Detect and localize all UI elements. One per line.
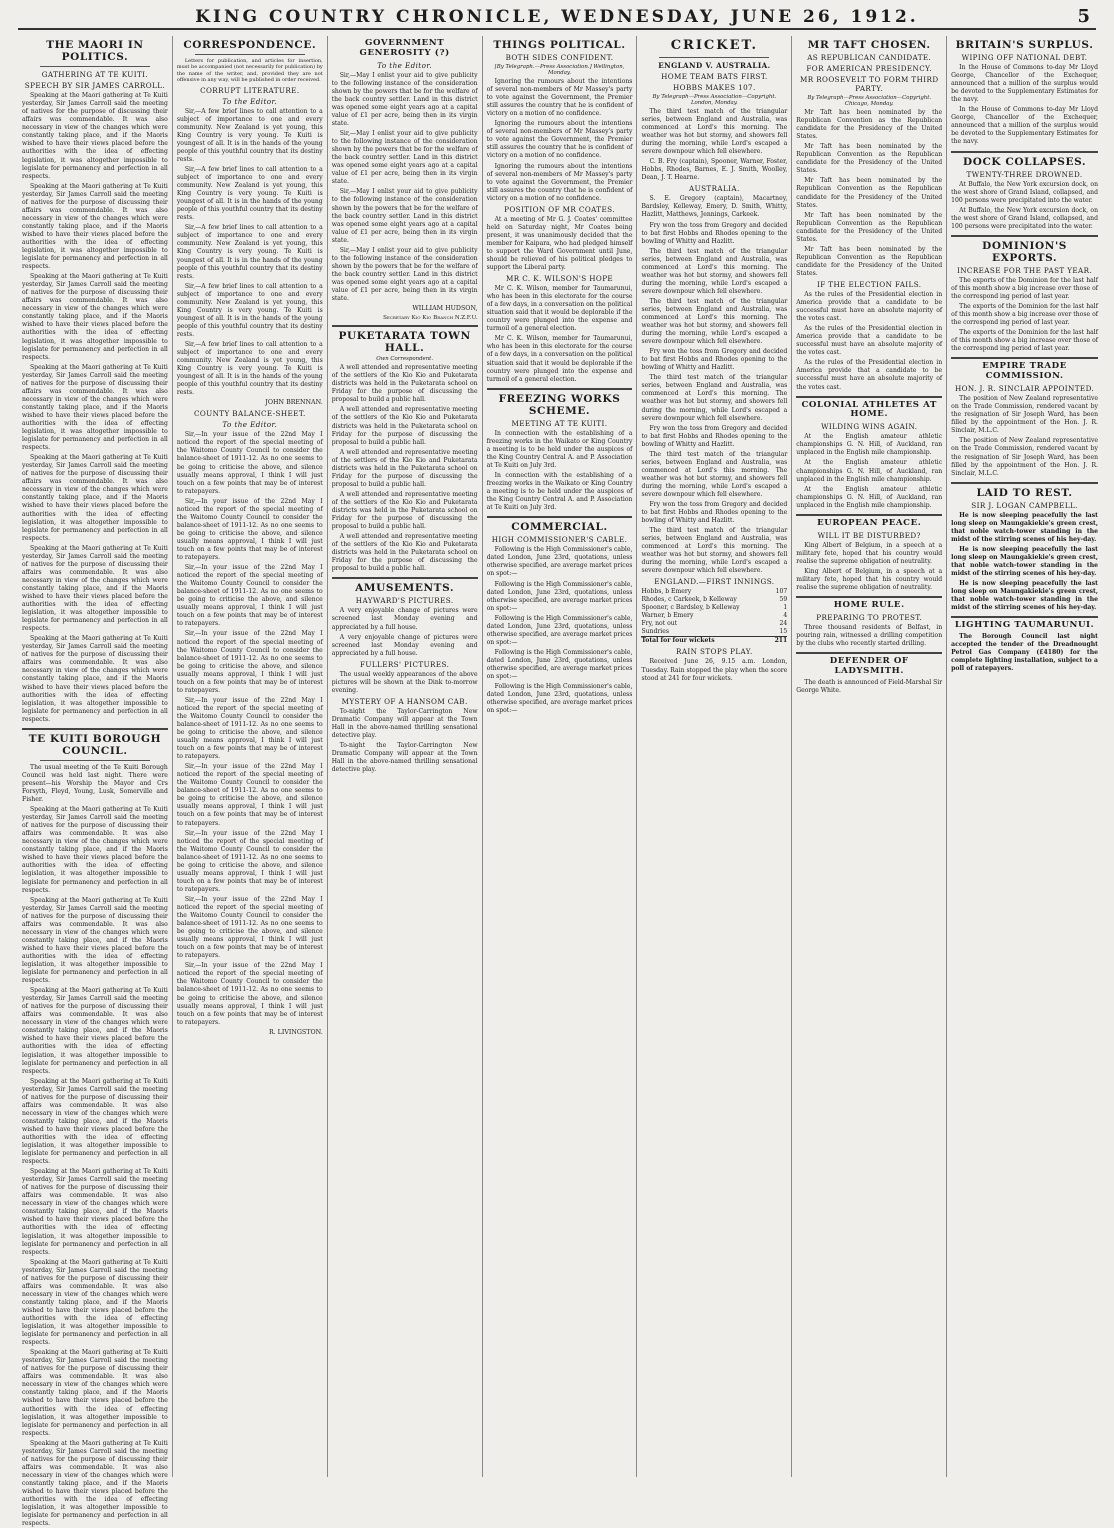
signature-title: Secretary Kio Kio Branch N.Z.F.U.: [383, 315, 478, 322]
article-text: As the rules of the Presidential election in America provide that a candidate to be successful must have an absolute majority of the votes cast.: [796, 359, 943, 391]
subheading: MYSTERY OF A HANSOM CAB.: [341, 696, 468, 706]
article-text: Speaking at the Maori gathering at Te Kuiti yesterday, Sir James Carroll said the meeting of natives for the purpose of discussing their affairs was commendable. It was also necessary in view of the changes which were constantly taking place, and if the Maoris wished to have their views placed before the authorities with the idea of effecting legislation, it was altogether impossible to legislate for permanency and perfection in all respects.: [22, 1439, 168, 1528]
letter-text: Sir,—A few brief lines to call attention to a subject of importance to one and every community. New Zealand is yet young, this King Country is very young. Te Kuiti is youngest of all. It is in the hands of the young people of this youthful country that its destiny rests.: [176, 107, 323, 163]
letter-text: Sir,—In your issue of the 22nd May I noticed the report of the special meeting of the Waitomo County Council to consider the balance-sheet of 1911-12. As no one seems to be going to criticise the above, and silence usually means approval, I think I will just touch on a few points that may be of interest to ratepayers.: [176, 630, 323, 694]
article-text: Ignoring the rumours about the intentions of several non-members of Mr Massey's party to vote against the Government, the Premier still assures the country that he is confident of victory on a motion of no confidence.: [486, 120, 633, 160]
subheading: WILL IT BE DISTURBED?: [817, 530, 921, 540]
article-text: To-night the Taylor-Carrington New Dramatic Company will appear at the Town Hall in the above-named thrilling sensational detective play.: [331, 742, 478, 774]
article-text: The position of New Zealand representative on the Trade Commission, rendered vacant by the resignation of Sir Joseph Ward, has been filled by the appointment of the Hon. J. R. Sinclair, M.L.C.: [951, 395, 1098, 435]
article-text: Speaking at the Maori gathering at Te Kuiti yesterday, Sir James Carroll said the meeting of natives for the purpose of discussing their affairs was commendable. It was also necessary in view of the changes which were constantly taking place, and if the Maoris wished to have their views placed before the authorities with the idea of effecting legislation, it was altogether impossible to legislate for permanency and perfection in all respects.: [22, 363, 168, 452]
column-5: [637, 36, 792, 1477]
letter-text: Sir,—A few brief lines to call attention to a subject of importance to one and every community. New Zealand is yet young, this King Country is very young. Te Kuiti is youngest of all. It is in the hands of the young people of this youthful country that its destiny rests.: [176, 341, 323, 397]
article-text: Speaking at the Maori gathering at Te Kuiti yesterday, Sir James Carroll said the meeting of natives for the purpose of discussing their affairs was commendable. It was also necessary in view of the changes which were constantly taking place, and if the Maoris wished to have their views placed before the authorities with the idea of effecting legislation, it was altogether impossible to legislate for permanency and perfection in all respects.: [22, 1168, 168, 1256]
article-text: Speaking at the Maori gathering at Te Kuiti yesterday, Sir James Carroll said the meeting of natives for the purpose of discussing their affairs was commendable. It was also necessary in view of the changes which were constantly taking place, and if the Maoris wished to have their views placed before the authorities with the idea of effecting legislation, it was altogether impossible to legislate for permanency and perfection in all respects.: [22, 454, 168, 542]
article-text: A well attended and representative meeting of the settlers of the Kio Kio and Puketarata districts was held in the Puketarata school on Friday for the purpose of discussing the proposal to build a public hall.: [331, 490, 478, 531]
article-text: Speaking at the Maori gathering at Te Kuiti yesterday, Sir James Carroll said the meeting of natives for the purpose of discussing their affairs was commendable. It was also necessary in view of the changes which were constantly taking place, and if the Maoris wished to have their views placed before the authorities with the idea of effecting legislation, it was altogether impossible to legislate for permanency and perfection in all respects.: [22, 806, 168, 894]
subheading: WILDING WINS AGAIN.: [821, 422, 918, 432]
total-runs: 211: [771, 637, 788, 646]
article-text: The death is announced of Field-Marshal Sir George White.: [796, 678, 943, 694]
column-2: [173, 36, 328, 1477]
byline: By Telegraph—Press Association—Copyright. Chicago, Monday.: [807, 95, 932, 108]
article-text: A well attended and representative meeting of the settlers of the Kio Kio and Puketarata districts was held in the Puketarata school on Friday for the purpose of discussing the proposal to build a public hall.: [331, 533, 478, 573]
article-text: The exports of the Dominion for the last half of this month show a big increase over those of the correspond ing period of last year.: [951, 303, 1098, 327]
article-text: Mr Taft has been nominated by the Republican Convention as the Republican candidate for the Presidency of the United States.: [796, 177, 943, 209]
subheading: PREPARING TO PROTEST.: [816, 612, 923, 622]
article-text: Mr Taft has been nominated by the Republican Convention as the Republican candidate for the Presidency of the United States.: [796, 245, 943, 277]
article-text: Three thousand residents of Belfast, in pouring rain, witnessed a drilling competition by the clubs who recently started drilling.: [796, 623, 943, 647]
article-text: Mr Taft has been nominated by the Republican Convention as the Republican candidate for the Presidency of the United States.: [796, 109, 943, 141]
subheading: POSITION OF MR COATES.: [504, 204, 615, 214]
runs: 1: [783, 604, 788, 612]
subheading: IF THE ELECTION FAILS.: [816, 280, 922, 289]
subheading: HON. J. R. SINCLAIR APPOINTED.: [954, 384, 1095, 394]
subheading: COUNTY BALANCE-SHEET.: [193, 409, 306, 419]
article-text: Speaking at the Maori gathering at Te Kuiti yesterday, Sir James Carroll said the meeting of natives for the purpose of discussing their affairs was commendable. It was also necessary in view of the changes which were constantly taking place, and if the Maoris wished to have their views placed before the authorities with the idea of effecting legislation, it was altogether impossible to legislate for permanency and perfection in all respects.: [22, 92, 168, 180]
byline: [By Telegraph.—Press Association.] Wellington, Monday.: [494, 64, 625, 77]
subheading: RAIN STOPS PLAY.: [676, 647, 753, 657]
letter-text: Sir,—A few brief lines to call attention to a subject of importance to one and every community. New Zealand is yet young, this King Country is very young. Te Kuiti is youngest of all. It is in the hands of the young people of this youthful country that its destiny rests.: [176, 166, 323, 222]
headline: HOME RULE.: [833, 599, 905, 610]
article-text: The third test match of the triangular series, between England and Australia, was commenced at Lord's this morning. The weather was hot but stormy, and showers fell during the morning, while Lord's escaped a severe downpour which fell elsewhere.: [641, 374, 788, 422]
column-3: [328, 36, 483, 1477]
divider: [332, 577, 478, 579]
letter-text: Sir,—May I enlist your aid to give publicity to the following instance of the consideration shown by the powers that be for the welfare of the back country settler. Land in this district was opened some eight years ago at a capital value of £1 per acre, being then in its virgin state.: [331, 246, 478, 303]
letter-text: Sir,—May I enlist your aid to give publicity to the following instance of the consideration shown by the powers that be for the welfare of the back country settler. Land in this district was opened some eight years ago at a capital value of £1 per acre, being then in its virgin state.: [331, 188, 478, 244]
signature: WILLIAM HUDSON,: [412, 305, 478, 313]
runs: 15: [779, 628, 788, 636]
byline: Own Correspondent.: [376, 356, 434, 363]
subheading: CORRUPT LITERATURE.: [200, 85, 300, 95]
article-text: Speaking at the Maori gathering at Te Kuiti yesterday, Sir James Carroll said the meeting of natives for the purpose of discussing their affairs was commendable. It was also necessary in view of the changes which were constantly taking place, and if the Maoris wished to have their views placed before the authorities with the idea of effecting legislation, it was altogether impossible to legislate for permanency and perfection in all respects.: [22, 987, 168, 1075]
article-text: He is now sleeping peacefully the last long sleep on Maungakiekie's green crest, that noble watch-tower standing in the midst of the stirring scenes of his hey-day.: [951, 580, 1098, 612]
article-text: The third test match of the triangular series, between England and Australia, was commenced at Lord's this morning. The weather was hot but stormy, and showers fell during the morning, while Lord's escaped a severe downpour which fell elsewhere.: [641, 297, 788, 346]
article-text: Mr C. K. Wilson, member for Taumarunui, who has been in this electorate for the course of a few days, in a conversation on the political situation said that it would be deplorable if the country were plunged into the expense and turmoil of a general election.: [486, 285, 633, 333]
article-text: Following is the High Commissioner's cable, dated London, June 23rd, quotations, unless otherwise specified, are average market prices on spot:—: [486, 648, 633, 681]
scoreboard-heading: ENGLAND.—FIRST INNINGS.: [654, 577, 775, 587]
score-row: [641, 620, 787, 628]
divider: [487, 388, 633, 390]
divider: [487, 516, 633, 518]
article-text: At Buffalo, the New York excursion dock, on the west shore of Grand Island, collapsed, and 100 persons were precipitated into the water.: [951, 206, 1098, 230]
article-text: As the rules of the Presidential election in America provide that a candidate to be successful must have an absolute majority of the votes cast.: [796, 291, 943, 323]
headline: CORRESPONDENCE.: [183, 39, 317, 51]
divider: [796, 514, 942, 516]
batsman: Hobbs, b Emery: [641, 588, 692, 596]
article-text: Following is the High Commissioner's cable, dated London, June 23rd, quotations, unless otherwise specified, are average market prices on spot:—: [486, 546, 633, 578]
score-row: [641, 588, 787, 596]
letter-text: Sir,—In your issue of the 22nd May I noticed the report of the special meeting of the Waitomo County Council to consider the balance-sheet of 1911-12. As no one seems to be going to criticise the above, and silence usually means approval, I think I will just touch on a few points that may be of interest to ratepayers.: [176, 895, 323, 960]
column-7: [947, 36, 1102, 1477]
subheading: HOBBS MAKES 107.: [673, 82, 756, 92]
article-text: A very enjoyable change of pictures were screened last Monday evening and appreciated by a full house.: [331, 607, 478, 631]
article-text: Speaking at the Maori gathering at Te Kuiti yesterday, Sir James Carroll said the meeting of natives for the purpose of discussing their affairs was commendable. It was also necessary in view of the changes which were constantly taking place, and if the Maoris wished to have their views placed before the authorities with the idea of effecting legislation, it was altogether impossible to legislate for permanency and perfection in all respects.: [22, 896, 168, 985]
batsman: Sundries: [641, 628, 669, 636]
letter-text: Sir,—In your issue of the 22nd May I noticed the report of the special meeting of the Waitomo County Council to consider the balance-sheet of 1911-12. As no one seems to be going to criticise the above, and silence usually means approval, I think I will just touch on a few points that may be of interest to ratepayers.: [176, 763, 323, 827]
column-6: [792, 36, 947, 1477]
divider: [951, 482, 1098, 484]
subheading: BOTH SIDES CONFIDENT.: [505, 53, 614, 63]
subheading: INCREASE FOR THE PAST YEAR.: [957, 266, 1093, 275]
article-text: The usual weekly appearances of the above pictures will be shown at the Dink to-morrow evening.: [331, 670, 478, 694]
letter-text: Sir,—In your issue of the 22nd May I noticed the report of the special meeting of the Waitomo County Council to consider the balance-sheet of 1911-12. As no one seems to be going to criticise the above, and silence usually means approval, I think I will just touch on a few points that may be of interest to ratepayers.: [176, 564, 323, 628]
signature: JOHN BRENNAN.: [265, 399, 323, 407]
article-text: Speaking at the Maori gathering at Te Kuiti yesterday, Sir James Carroll said the meeting of natives for the purpose of discussing their affairs was commendable. It was also necessary in view of the changes which were constantly taking place, and if the Maoris wished to have their views placed before the authorities with the idea of effecting legislation, it was altogether impossible to legislate for permanency and perfection in all respects.: [22, 635, 168, 723]
headline: TE KUITI BOROUGH COUNCIL.: [28, 732, 162, 757]
article-text: Ignoring the rumours about the intentions of several non-members of Mr Massey's party to vote against the Government, the Premier still assures the country that he is confident of victory on a motion of no confidence.: [486, 162, 633, 202]
headline: EMPIRE TRADE COMMISSION.: [982, 361, 1067, 382]
headline: COMMERCIAL.: [511, 521, 608, 534]
page-number: 5: [1077, 6, 1090, 27]
divider: [332, 325, 478, 327]
article-text: In the House of Commons to-day Mr Lloyd George, Chancellor of the Exchequer, announced that a million of the surplus would be devoted to the Supplementary Estimates for the navy.: [951, 64, 1098, 104]
divider: [40, 66, 150, 67]
article-text: The third test match of the triangular series, between England and Australia, was commenced at Lord's this morning. The weather was hot but stormy, and showers fell during the morning, while Lord's escaped a severe downpour which fell elsewhere.: [641, 107, 788, 156]
article-text: As the rules of the Presidential election in America provide that a candidate to be successful must have an absolute majority of the votes cast.: [796, 325, 943, 357]
batsman: Rhodes, c Carkeek, b Kelleway: [641, 596, 737, 604]
article-text: A well attended and representative meeting of the settlers of the Kio Kio and Puketarata districts was held in the Puketarata school on Friday for the purpose of discussing the proposal to build a public hall.: [331, 448, 478, 488]
divider: [40, 760, 150, 761]
subheading: FULLERS' PICTURES.: [360, 659, 450, 669]
article-text: Received June 26, 9.15 a.m. London, Tuesday. Rain stopped the play when the score stood at 241 for four wickets.: [641, 658, 788, 682]
scoreboard: [641, 588, 787, 645]
article-text: Mr Taft has been nominated by the Republican Convention as the Republican candidate for the Presidency of the United States.: [796, 211, 943, 243]
masthead: [18, 6, 1096, 30]
divider: [951, 616, 1098, 618]
article-text: A well attended and representative meeting of the settlers of the Kio Kio and Puketarata districts was held in the Puketarata school on Friday for the purpose of discussing the proposal to build a public hall.: [331, 364, 478, 404]
letter-text: Sir,—A few brief lines to call attention to a subject of importance to one and every community. New Zealand is yet young, this King Country is very young. Te Kuiti is youngest of all. It is in the hands of the young people of this youthful country that its destiny rests.: [176, 282, 323, 338]
article-text: The exports of the Dominion for the last half of this month show a big increase over those of the correspond ing period of last year.: [951, 329, 1098, 353]
score-total-row: [641, 637, 787, 646]
headline: DEFENDER OF LADYSMITH.: [829, 655, 909, 676]
divider: [951, 235, 1098, 237]
subheading: SPEECH BY SIR JAMES CARROLL.: [24, 81, 166, 91]
headline: LIGHTING TAUMARUNUI.: [954, 620, 1095, 631]
divider: [195, 54, 305, 55]
article-text: The usual meeting of the Te Kuiti Borough Council was held last night. There were present—his Worship the Mayor and Crs Forsyth, Fleyd, Young, Lusk, Somerville and Fisher.: [22, 763, 168, 804]
batsman: Fry, not out: [641, 620, 678, 628]
divider: [796, 652, 942, 654]
article-text: King Albert of Belgium, in a speech at a military fete, hoped that his country would realise the supreme obligation of neutrality.: [796, 541, 943, 565]
headline: EUROPEAN PEACE.: [817, 517, 922, 528]
runs: 59: [779, 596, 788, 604]
article-text: The third test match of the triangular series, between England and Australia, was commenced at Lord's this morning. The weather was hot but stormy, and showers fell during the morning, while Lord's escaped a severe downpour which fell elsewhere.: [641, 450, 788, 498]
article-text: At Buffalo, the New York excursion dock, on the west shore of Grand Island, collapsed, and 100 persons were precipitated into the water.: [951, 180, 1098, 204]
runs: 24: [779, 620, 788, 628]
headline: THINGS POLITICAL.: [493, 39, 626, 51]
article-text: At a meeting of Mr G. J. Coates' committee held on Saturday night, Mr Coates being present, it was unanimously decided that the member for Kaipara, who had pledged himself to support the Ward Government until June, should be relieved of his political pledges to support the Liberal party.: [486, 215, 633, 272]
column-4: [483, 36, 638, 1477]
article-text: Speaking at the Maori gathering at Te Kuiti yesterday, Sir James Carroll said the meeting of natives for the purpose of discussing their affairs was commendable. It was also necessary in view of the changes which were constantly taking place, and if the Maoris wished to have their views placed before the authorities with the idea of effecting legislation, it was altogether impossible to legislate for permanency and perfection in all respects.: [22, 1077, 168, 1166]
article-text: In the House of Commons to-day Mr Lloyd George, Chancellor of the Exchequer, announced that a million of the surplus would be devoted to the Supplementary Estimates for the navy.: [951, 106, 1098, 146]
batsman: Warner, b Emery: [641, 612, 694, 620]
subheading: MEETING AT TE KUITI.: [511, 418, 608, 428]
headline: LAID TO REST.: [976, 486, 1073, 499]
article-text: In connection with the establishing of a freezing works in the Waikato or King Country a meeting is to be held under the auspices of the King Country Central A. and P. Association at Te Kuiti on July 3rd.: [486, 429, 633, 469]
total-label: Total for four wickets: [641, 637, 770, 646]
runs: 107: [775, 588, 788, 596]
article-text: The third test match of the triangular series, between England and Australia, was commenced at Lord's this morning. The weather was hot but stormy, and showers fell during the morning, while Lord's escaped a severe downpour which fell elsewhere.: [641, 247, 788, 295]
letter-text: Sir,—In your issue of the 22nd May I noticed the report of the special meeting of the Waitomo County Council to consider the balance-sheet of 1911-12. As no one seems to be going to criticise the above, and silence usually means approval, I think I will just touch on a few points that may be of interest to ratepayers.: [176, 829, 323, 893]
score-row: [641, 612, 787, 620]
batsman: Spooner, c Bardsley, b Kelleway: [641, 604, 740, 612]
subheading: GATHERING AT TE KUITI.: [41, 70, 149, 80]
letter-text: Sir,—In your issue of the 22nd May I noticed the report of the special meeting of the Waitomo County Council to consider the balance-sheet of 1911-12. As no one seems to be going to criticise the above, and silence usually means approval, I think I will just touch on a few points that may be of interest to ratepayers.: [176, 962, 323, 1026]
subheading: HIGH COMMISSIONER'S CABLE.: [491, 535, 628, 545]
article-text: The third test match of the triangular series, between England and Australia, was commenced at Lord's this morning. The weather was hot but stormy, and showers fell during the morning, while Lord's escaped a severe downpour which fell elsewhere.: [641, 527, 788, 575]
article-text: Fry won the toss from Gregory and decided to bat first Hobbs and Rhodes opening to the bowling of Whitty and Hazlitt.: [641, 424, 788, 448]
byline: By Telegraph—Press Association—Copyright. London, Monday.: [652, 93, 777, 106]
article-text: At the English amateur athletic championships G. N. Hill, of Auckland, ran unplaced in the English mile championship.: [796, 485, 943, 509]
article-text: King Albert of Belgium, in a speech at a military fete, hoped that his country would realise the supreme obligation of neutrality.: [796, 567, 943, 591]
article-text: Mr Taft has been nominated by the Republican Convention as the Republican candidate for the Presidency of the United States.: [796, 143, 943, 175]
divider: [659, 57, 769, 58]
article-text: Speaking at the Maori gathering at Te Kuiti yesterday, Sir James Carroll said the meeting of natives for the purpose of discussing their affairs was commendable. It was also necessary in view of the changes which were constantly taking place, and if the Maoris wished to have their views placed before the authorities with the idea of effecting legislation, it was altogether impossible to legislate for permanency and perfection in all respects.: [22, 1349, 168, 1437]
subheading: AUSTRALIA.: [689, 184, 740, 194]
subheading: MR C. K. WILSON'S HOPE: [505, 274, 614, 284]
letter-text: Sir,—A few brief lines to call attention to a subject of importance to one and every community. New Zealand is yet young, this King Country is very young. Te Kuiti is youngest of all. It is in the hands of the young people of this youthful country that its destiny rests.: [176, 224, 323, 280]
article-text: The Borough Council last night accepted the tender of the Dreadnought Petrol Gas Company (£4180) for the complete lighting installation, subject to a poll of ratepayers.: [951, 633, 1098, 673]
column-1: [18, 36, 173, 1528]
signature: R. LIVINGSTON.: [268, 1028, 323, 1036]
article-text: Speaking at the Maori gathering at Te Kuiti yesterday, Sir James Carroll said the meeting of natives for the purpose of discussing their affairs was commendable. It was also necessary in view of the changes which were constantly taking place, and if the Maoris wished to have their views placed before the authorities with the idea of effecting legislation, it was altogether impossible to legislate for permanency and perfection in all respects.: [22, 1258, 168, 1347]
subheading: TWENTY-THREE DROWNED.: [966, 169, 1083, 179]
article-text: The position of New Zealand representative on the Trade Commission, rendered vacant by the resignation of Sir Joseph Ward, has been filled by the appointment of the Hon. J. R. Sinclair, M.L.C.: [951, 437, 1098, 477]
masthead-title: KING COUNTRY CHRONICLE, WEDNESDAY, JUNE 26, 1912.: [195, 7, 919, 27]
article-text: Speaking at the Maori gathering at Te Kuiti yesterday, Sir James Carroll said the meeting of natives for the purpose of discussing their affairs was commendable. It was also necessary in view of the changes which were constantly taking place, and if the Maoris wished to have their views placed before the authorities with the idea of effecting legislation, it was altogether impossible to legislate for permanency and perfection in all respects.: [22, 182, 168, 271]
divider: [951, 151, 1098, 153]
article-text: Ignoring the rumours about the intentions of several non-members of Mr Massey's party to vote against the Government, the Premier still assures the country that he is confident of victory on a motion of no confidence.: [486, 78, 633, 118]
headline: AMUSEMENTS.: [355, 582, 455, 595]
article-text: Speaking at the Maori gathering at Te Kuiti yesterday, Sir James Carroll said the meeting of natives for the purpose of discussing their affairs was commendable. It was also necessary in view of the changes which were constantly taking place, and if the Maoris wished to have their views placed before the authorities with the idea of effecting legislation, it was altogether impossible to legislate for permanency and perfection in all respects.: [22, 544, 168, 633]
england-team: C. B. Fry (captain), Spooner, Warner, Foster, Hobbs, Rhodes, Barnes, E. J. Smith, Woolley, Dean, J. T. Hearne.: [641, 158, 788, 182]
article-text: Fry won the toss from Gregory and decided to bat first Hobbs and Rhodes opening to the bowling of Whitty and Hazlitt.: [641, 348, 788, 372]
headline: DOMINION'S EXPORTS.: [982, 239, 1067, 264]
letter-text: Sir,—May I enlist your aid to give publicity to the following instance of the consideration shown by the powers that be for the welfare of the back country settler. Land in this district was opened some eight years ago at a capital value of £1 per acre, being then in its virgin state.: [331, 71, 478, 128]
to-editor: To the Editor.: [377, 60, 433, 70]
score-row: [641, 604, 787, 612]
article-text: Following is the High Commissioner's cable, dated London, June 23rd, quotations, unless otherwise specified, are average market prices on spot:—: [486, 614, 633, 646]
subheading: WIPING OFF NATIONAL DEBT.: [961, 53, 1088, 63]
headline: COLONIAL ATHLETES AT HOME.: [801, 399, 937, 420]
article-text: Fry won the toss from Gregory and decided to bat first Hobbs and Rhodes opening to the bowling of Whitty and Hazlitt.: [641, 221, 788, 245]
letter-text: Sir,—In your issue of the 22nd May I noticed the report of the special meeting of the Waitomo County Council to consider the balance-sheet of 1911-12. As no one seems to be going to criticise the above, and silence usually means approval, I think I will just touch on a few points that may be of interest to ratepayers.: [176, 431, 323, 495]
subheading: HAYWARD'S PICTURES.: [355, 596, 454, 606]
article-text: He is now sleeping peacefully the last long sleep on Maungakiekie's green crest, that noble watch-tower standing in the midst of the stirring scenes of his hey-day.: [951, 511, 1098, 543]
headline: GOVERNMENT GENEROSITY (?): [359, 38, 450, 58]
australia-team: S. E. Gregory (captain), Macartney, Bardsley, Kelleway, Emery, D. Smith, Whitty, Hazlitt, Matthews, Jennings, Carkeek.: [641, 195, 788, 219]
subheading: SIR J. LOGAN CAMPBELL.: [971, 500, 1078, 510]
headline: DOCK COLLAPSES.: [963, 155, 1087, 168]
article-text: A well attended and representative meeting of the settlers of the Kio Kio and Puketarata districts was held in the Puketarata school on Friday for the purpose of discussing the proposal to build a public hall.: [331, 406, 478, 446]
article-text: Following is the High Commissioner's cable, dated London, June 23rd, quotations, unless otherwise specified, are average market prices on spot:—: [486, 683, 633, 715]
subheading: FOR AMERICAN PRESIDENCY.: [806, 64, 933, 74]
article-text: Speaking at the Maori gathering at Te Kuiti yesterday, Sir James Carroll said the meeting of natives for the purpose of discussing their affairs was commendable. It was also necessary in view of the changes which were constantly taking place, and if the Maoris wished to have their views placed before the authorities with the idea of effecting legislation, it was altogether impossible to legislate for permanency and perfection in all respects.: [22, 273, 168, 361]
article-text: A very enjoyable change of pictures were screened last Monday evening and appreciated by a full house.: [331, 633, 478, 657]
divider: [796, 596, 942, 598]
score-row: [641, 628, 787, 637]
letter-text: Sir,—In your issue of the 22nd May I noticed the report of the special meeting of the Waitomo County Council to consider the balance-sheet of 1911-12. As no one seems to be going to criticise the above, and silence usually means approval, I think I will just touch on a few points that may be of interest to ratepayers.: [176, 696, 323, 761]
headline: FREEZING WORKS SCHEME.: [498, 392, 621, 417]
article-text: Fry won the toss from Gregory and decided to bat first Hobbs and Rhodes opening to the bowling of Whitty and Hazlitt.: [641, 501, 788, 525]
subheading: MR ROOSEVELT TO FORM THIRD PARTY.: [799, 75, 939, 94]
article-text: At the English amateur athletic championships G. N. Hill, of Auckland, ran unplaced in the English mile championship.: [796, 433, 943, 457]
headline: THE MAORI IN POLITICS.: [46, 39, 144, 64]
columns: [18, 36, 1102, 1528]
editor-note: Letters for publication, and articles for insertion, must be accompanied (not necessarily for publication) by the name of the writer, and, provided they are not offensive in any way, will be published in order received.: [176, 58, 323, 84]
runs: 4: [783, 612, 788, 620]
headline: BRITAIN'S SURPLUS.: [955, 39, 1094, 51]
article-text: Mr C. K. Wilson, member for Taumarunui, who has been in this electorate for the course of a few days, in a conversation on the political situation said that it would be deplorable if the country were plunged into the expense and turmoil of a general election.: [486, 335, 633, 383]
article-text: The exports of the Dominion for the last half of this month show a big increase over those of the correspond ing period of last year.: [951, 277, 1098, 301]
subheading: HOME TEAM BATS FIRST.: [661, 71, 768, 81]
article-text: Following is the High Commissioner's cable, dated London, June 23rd, quotations, unless otherwise specified, are average market prices on spot:—: [486, 580, 633, 612]
article-text: At the English amateur athletic championships G. N. Hill, of Auckland, ran unplaced in the English mile championship.: [796, 459, 943, 483]
subheading: ENGLAND V. AUSTRALIA.: [658, 60, 771, 70]
headline: MR TAFT CHOSEN.: [807, 39, 931, 51]
article-text: He is now sleeping peacefully the last long sleep on Maungakiekie's green crest, that noble watch-tower standing in the midst of the stirring scenes of his hey-day.: [951, 545, 1098, 578]
headline: PUKETARATA TOWN HALL.: [338, 330, 471, 355]
to-editor: To the Editor.: [222, 420, 278, 430]
subheading: AS REPUBLICAN CANDIDATE.: [807, 53, 932, 63]
letter-text: Sir,—May I enlist your aid to give publicity to the following instance of the consideration shown by the powers that be for the welfare of the back country settler. Land in this district was opened some eight years ago at a capital value of £1 per acre, being then in its virgin state.: [331, 130, 478, 186]
letter-text: Sir,—In your issue of the 22nd May I noticed the report of the special meeting of the Waitomo County Council to consider the balance-sheet of 1911-12. As no one seems to be going to criticise the above, and silence usually means approval, I think I will just touch on a few points that may be of interest to ratepayers.: [176, 497, 323, 562]
article-text: To-night the Taylor-Carrington New Dramatic Company will appear at the Town Hall in the above-named thrilling sensational detective play.: [331, 707, 478, 739]
score-row: [641, 596, 787, 604]
article-text: In connection with the establishing of a freezing works in the Waikato or King Country a meeting is to be held under the auspices of the King Country Central A. and P. Association at Te Kuiti on July 3rd.: [486, 472, 633, 512]
divider: [951, 357, 1098, 359]
headline: CRICKET.: [670, 38, 759, 53]
divider: [22, 728, 168, 730]
to-editor: To the Editor.: [222, 96, 278, 106]
divider: [796, 396, 942, 398]
